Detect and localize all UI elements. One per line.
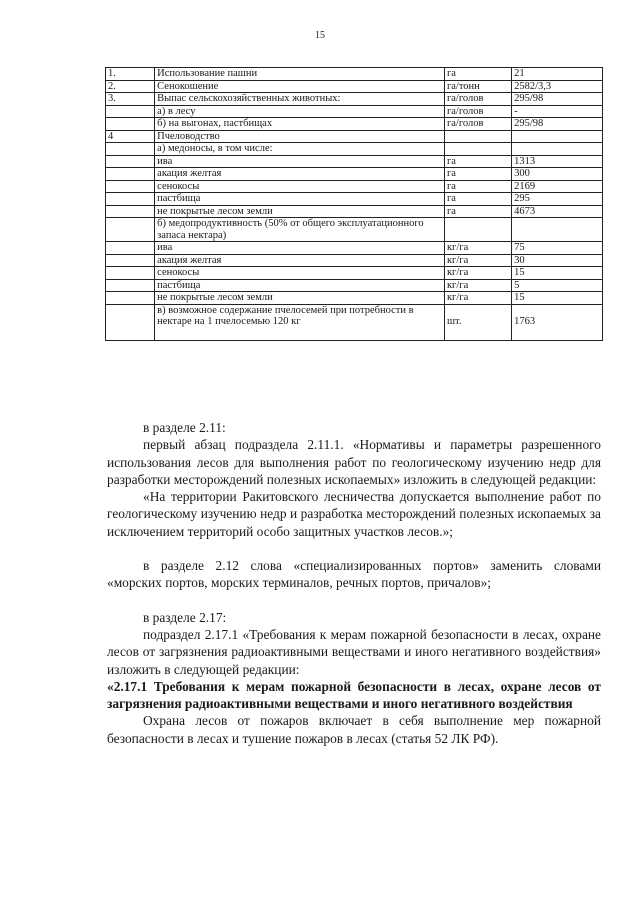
paragraph: первый абзац подраздела 2.11.1. «Нормативы и параметры разрешенного использования лесов для выполнения работ по геологическому изучению недр для разработки месторождений полезных ископаемых» изложить в следующей редакции:	[107, 437, 601, 487]
row-name: не покрытые лесом земли	[155, 292, 445, 305]
row-number	[106, 242, 155, 255]
row-name: сенокосы	[155, 180, 445, 193]
table-row	[106, 80, 603, 93]
row-name: ива	[155, 242, 445, 255]
row-number	[106, 180, 155, 193]
row-name: Сенокошение	[155, 80, 445, 93]
table-row	[106, 93, 603, 106]
row-name: Использование пашни	[155, 68, 445, 81]
row-number	[106, 168, 155, 181]
table-row	[106, 292, 603, 305]
table-row	[106, 143, 603, 156]
table-row	[106, 254, 603, 267]
table-row	[106, 242, 603, 255]
row-value: 300	[512, 168, 603, 181]
row-number	[106, 267, 155, 280]
table-row	[106, 205, 603, 218]
table-row	[106, 168, 603, 181]
row-unit: га/тонн	[444, 80, 511, 93]
table-row	[106, 68, 603, 81]
row-number	[106, 143, 155, 156]
row-name: а) медоносы, в том числе:	[155, 143, 445, 156]
row-number	[106, 218, 155, 242]
row-unit: га/голов	[444, 105, 511, 118]
row-number: 2.	[106, 80, 155, 93]
row-unit: шт.	[444, 304, 511, 340]
paragraph: в разделе 2.12 слова «специализированных портов» заменить словами «морских портов, морских терминалов, речных портов, причалов»;	[107, 558, 601, 591]
section-heading: «2.17.1 Требования к мерам пожарной безопасности в лесах, охране лесов от загрязнения радиоактивными веществами и иного негативного воздействия	[107, 678, 601, 712]
row-value: -	[512, 105, 603, 118]
row-number	[106, 254, 155, 267]
land-use-table	[105, 67, 603, 341]
row-value: 30	[512, 254, 603, 267]
row-unit: га	[444, 68, 511, 81]
row-name: б) на выгонах, пастбищах	[155, 118, 445, 131]
row-name: не покрытые лесом земли	[155, 205, 445, 218]
row-value	[512, 143, 603, 156]
table-row	[106, 118, 603, 131]
row-unit: га	[444, 193, 511, 206]
row-unit: га	[444, 180, 511, 193]
row-number: 3.	[106, 93, 155, 106]
table-row	[106, 267, 603, 280]
row-name: ива	[155, 155, 445, 168]
row-unit: га/голов	[444, 118, 511, 131]
row-unit	[444, 143, 511, 156]
row-name: сенокосы	[155, 267, 445, 280]
row-name: пастбища	[155, 193, 445, 206]
row-number	[106, 205, 155, 218]
row-value	[512, 130, 603, 143]
row-value: 1313	[512, 155, 603, 168]
row-name: акация желтая	[155, 254, 445, 267]
row-unit: га	[444, 168, 511, 181]
paragraph: в разделе 2.11:	[143, 420, 226, 435]
row-number	[106, 279, 155, 292]
row-value: 4673	[512, 205, 603, 218]
row-name: в) возможное содержание пчелосемей при потребности в нектаре на 1 пчелосемью 120 кг	[155, 304, 445, 340]
row-unit: га	[444, 205, 511, 218]
row-unit: кг/га	[444, 292, 511, 305]
row-number	[106, 155, 155, 168]
row-value: 2582/3,3	[512, 80, 603, 93]
row-value: 75	[512, 242, 603, 255]
table-row	[106, 193, 603, 206]
paragraph: в разделе 2.17:	[143, 609, 227, 625]
row-number	[106, 193, 155, 206]
document-body	[107, 419, 601, 747]
row-name: а) в лесу	[155, 105, 445, 118]
row-name: Выпас сельскохозяйственных животных:	[155, 93, 445, 106]
row-unit: кг/га	[444, 254, 511, 267]
page-number: 15	[315, 30, 325, 41]
table-row	[106, 130, 603, 143]
paragraph: Охрана лесов от пожаров включает в себя выполнение мер пожарной безопасности в лесах и тушение пожаров в лесах (статья 52 ЛК РФ).	[107, 713, 601, 746]
row-number: 1.	[106, 68, 155, 81]
paragraph: «На территории Ракитовского лесничества допускается выполнение работ по геологическому изучению недр и разработка месторождений полезных ископаемых за исключением территорий особо защитных участков лесов.»;	[107, 489, 601, 539]
table-row	[106, 304, 603, 340]
row-name: Пчеловодство	[155, 130, 445, 143]
row-value: 15	[512, 267, 603, 280]
row-value: 295/98	[512, 118, 603, 131]
row-value: 2169	[512, 180, 603, 193]
table-row	[106, 218, 603, 242]
row-number	[106, 304, 155, 340]
row-name: б) медопродуктивность (50% от общего эксплуатационного запаса нектара)	[155, 218, 445, 242]
row-unit: га	[444, 155, 511, 168]
row-number	[106, 118, 155, 131]
row-unit	[444, 130, 511, 143]
row-value: 295	[512, 193, 603, 206]
row-unit: кг/га	[444, 279, 511, 292]
row-name: акация желтая	[155, 168, 445, 181]
row-number	[106, 292, 155, 305]
row-value: 15	[512, 292, 603, 305]
row-name: пастбища	[155, 279, 445, 292]
row-unit	[444, 218, 511, 242]
row-number: 4	[106, 130, 155, 143]
row-value	[512, 218, 603, 242]
row-value: 295/98	[512, 93, 603, 106]
row-unit: кг/га	[444, 242, 511, 255]
row-unit: кг/га	[444, 267, 511, 280]
row-number	[106, 105, 155, 118]
table-row	[106, 155, 603, 168]
row-unit: га/голов	[444, 93, 511, 106]
table-row	[106, 180, 603, 193]
row-value: 21	[512, 68, 603, 81]
table-row	[106, 279, 603, 292]
row-value: 5	[512, 279, 603, 292]
row-value: 1763	[512, 304, 603, 340]
table-row	[106, 105, 603, 118]
paragraph: подраздел 2.17.1 «Требования к мерам пожарной безопасности в лесах, охране лесов от загрязнения радиоактивными веществами и иного негативного воздействия» изложить в следующей редакции:	[107, 626, 601, 677]
